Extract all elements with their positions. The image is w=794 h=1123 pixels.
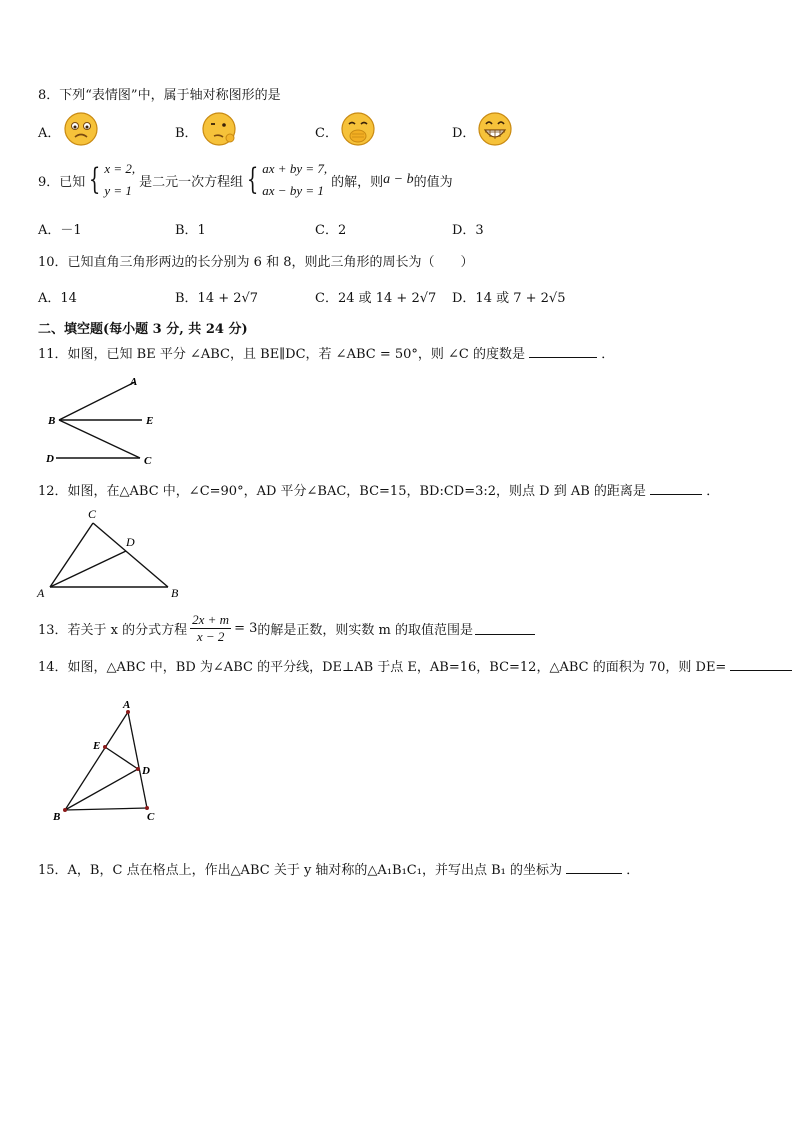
q9-option-b: B．1 bbox=[175, 223, 206, 238]
q15-text: 15．A，B，C 点在格点上，作出△ABC 关于 y 轴对称的△A₁B₁C₁，并写出点 B₁ 的坐标为 bbox=[38, 863, 562, 878]
q9-line bbox=[38, 158, 453, 202]
q9-prefix: 9．已知 bbox=[38, 174, 86, 190]
q9-sys1-line1: x = 2, bbox=[104, 161, 136, 176]
answer-blank[interactable] bbox=[566, 861, 622, 874]
answer-blank[interactable] bbox=[529, 345, 597, 358]
q11-label-b: B bbox=[48, 415, 56, 427]
q9-suffix-a: 的解，则 bbox=[331, 174, 384, 190]
q13-fraction bbox=[190, 612, 231, 645]
q11-label-e: E bbox=[146, 415, 154, 427]
q12-label-d: D bbox=[126, 535, 135, 549]
answer-blank[interactable] bbox=[475, 622, 535, 635]
q9-mid: 是二元一次方程组 bbox=[139, 174, 244, 190]
q14-text: 14．如图，△ABC 中，BD 为∠ABC 的平分线，DE⊥AB 于点 E，AB=16，BC=12，△ABC 的面积为 70，则 DE= bbox=[38, 660, 727, 675]
q9-option-a: A．－1 bbox=[38, 223, 82, 238]
q12-end: ． bbox=[706, 484, 720, 499]
q13-denominator: x − 2 bbox=[196, 628, 225, 644]
q13-eq: = 3 bbox=[234, 620, 258, 636]
q10-option-c: C．24 或 14 + 2√7 bbox=[315, 291, 437, 306]
q11-label-c: C bbox=[144, 455, 152, 467]
q11-line bbox=[38, 343, 614, 362]
q14-label-a: A bbox=[123, 699, 131, 711]
q13-suffix: 的解是正数，则实数 m 的取值范围是 bbox=[257, 622, 473, 638]
q9-suffix-b: 的值为 bbox=[413, 174, 453, 190]
q10-option-d: D．14 或 7 + 2√5 bbox=[452, 291, 566, 306]
q10-option-a: A．14 bbox=[38, 291, 77, 306]
q9-sys1-line2: y = 1 bbox=[104, 183, 132, 198]
q14-figure bbox=[50, 698, 170, 828]
q11-text: 11．如图，已知 BE 平分 ∠ABC，且 BE∥DC，若 ∠ABC = 50°，则 ∠C 的度数是 bbox=[38, 347, 526, 362]
q8-stem: 8．下列“表情图”中，属于轴对称图形的是 bbox=[38, 88, 281, 103]
q12-text: 12．如图，在△ABC 中，∠C=90°，AD 平分∠BAC，BC=15，BD:CD=3:2，则点 D 到 AB 的距离是 bbox=[38, 484, 646, 499]
q15-end: ． bbox=[626, 863, 640, 878]
q14-label-c: C bbox=[147, 811, 155, 823]
q15-line bbox=[38, 859, 639, 878]
left-brace-icon: { bbox=[89, 162, 101, 197]
q14-label-b: B bbox=[53, 811, 61, 823]
q9-system-1 bbox=[104, 158, 135, 202]
q12-line bbox=[38, 480, 719, 499]
q12-label-b: B bbox=[171, 586, 179, 600]
q12-figure bbox=[34, 505, 194, 600]
worried-face-icon bbox=[63, 111, 99, 151]
q8-option-d: D． bbox=[452, 126, 476, 141]
q11-figure bbox=[44, 372, 174, 472]
q13-numerator: 2x + m bbox=[192, 611, 230, 627]
q14-line bbox=[38, 656, 792, 675]
grinning-face-icon bbox=[477, 111, 513, 151]
q12-label-a: A bbox=[37, 586, 45, 600]
q14-label-e: E bbox=[93, 740, 101, 752]
q8-option-a: A． bbox=[38, 126, 61, 141]
q9-system-2 bbox=[262, 158, 327, 202]
answer-blank[interactable] bbox=[730, 658, 792, 671]
q9-option-c: C．2 bbox=[315, 223, 347, 238]
q14-label-d: D bbox=[142, 765, 150, 777]
q9-option-d: D．3 bbox=[452, 223, 484, 238]
q12-label-c: C bbox=[88, 507, 97, 521]
thinking-face-icon bbox=[200, 111, 238, 151]
q9-expr: a − b bbox=[383, 172, 414, 187]
section-title: 二、填空题(每小题 3 分, 共 24 分) bbox=[38, 322, 248, 337]
answer-blank[interactable] bbox=[650, 482, 702, 495]
q8-option-b: B． bbox=[175, 126, 198, 141]
q10-stem: 10．已知直角三角形两边的长分别为 6 和 8，则此三角形的周长为（ ） bbox=[38, 255, 474, 270]
q13-line bbox=[38, 608, 535, 648]
q11-label-a: A bbox=[130, 376, 138, 388]
q13-prefix: 13．若关于 x 的分式方程 bbox=[38, 622, 188, 638]
q11-label-d: D bbox=[46, 453, 54, 465]
q10-option-b: B．14 + 2√7 bbox=[175, 291, 259, 306]
q11-end: ． bbox=[601, 347, 615, 362]
q8-option-c: C． bbox=[315, 126, 338, 141]
q9-sys2-line1: ax + by = 7, bbox=[262, 161, 328, 176]
q9-sys2-line2: ax − by = 1 bbox=[262, 183, 324, 198]
covering-mouth-face-icon bbox=[340, 111, 376, 151]
left-brace-icon: { bbox=[247, 162, 259, 197]
